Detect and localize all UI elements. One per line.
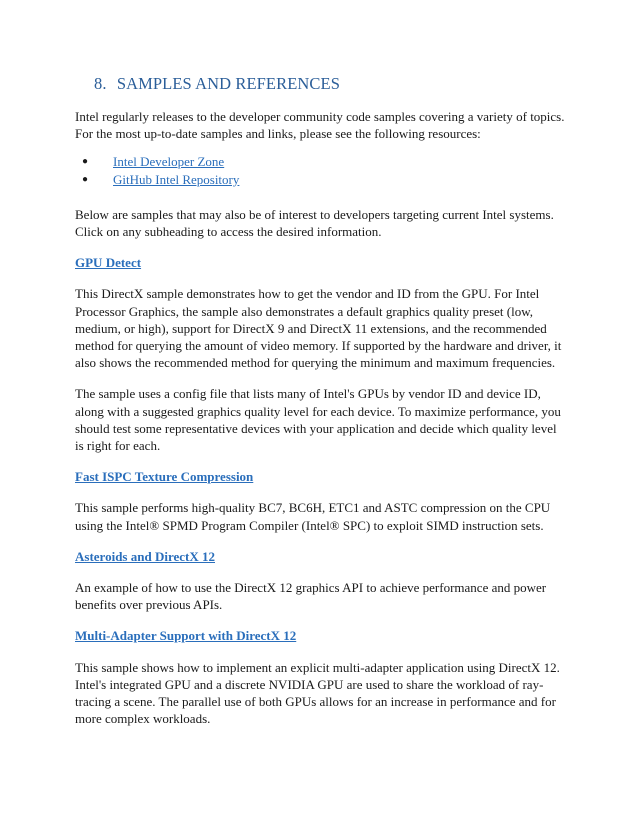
resource-item xyxy=(75,171,565,188)
asteroids-directx12-link[interactable]: Asteroids and DirectX 12 xyxy=(75,548,215,564)
section-number: 8. xyxy=(94,74,107,93)
section-heading xyxy=(75,74,565,94)
resource-item xyxy=(75,153,565,170)
section-title: SAMPLES AND REFERENCES xyxy=(116,74,340,93)
multi-adapter-paragraph: This sample shows how to implement an explicit multi-adapter application using DirectX 12. Intel's integrated GPU and a discrete NVIDIA GPU are used to share the workload of ray-tracing a scene. The parallel use of both GPUs allows for an increase in performance and for more complex workloads. xyxy=(75,659,560,727)
ispc-paragraph: This sample performs high-quality BC7, BC6H, ETC1 and ASTC compression on the CPU using the Intel® SPMD Program Compiler (Intel® SPC) to exploit SIMD instruction sets. xyxy=(75,500,551,533)
bullet-icon: ● xyxy=(82,156,89,168)
below-paragraph: Below are samples that may also be of interest to developers targeting current Intel systems. Click on any subheading to access the desired information. xyxy=(75,206,554,240)
bullet-icon: ● xyxy=(82,173,89,185)
ispc-texture-compression-link[interactable]: Fast ISPC Texture Compression xyxy=(75,469,254,485)
page-content xyxy=(75,74,565,741)
github-intel-repository-link[interactable]: GitHub Intel Repository xyxy=(113,171,240,187)
intro-paragraph: Intel regularly releases to the developer community code samples covering a variety of topics. For the most up-to-date samples and links, please see the following resources: xyxy=(75,109,565,142)
resource-list xyxy=(75,153,565,187)
intel-developer-zone-link[interactable]: Intel Developer Zone xyxy=(113,154,225,170)
gpu-detect-paragraph-2: The sample uses a config file that lists many of Intel's GPUs by vendor ID and device ID, along with a suggested graphics quality level for each device. To maximize performance, you should test some representative devices with your application and decide which quality level is right for each. xyxy=(75,386,561,454)
multi-adapter-link[interactable]: Multi-Adapter Support with DirectX 12 xyxy=(75,628,297,644)
gpu-detect-paragraph-1: This DirectX sample demonstrates how to get the vendor and ID from the GPU. For Intel Processor Graphics, the sample also demonstrates a default graphics quality preset (low, medium, or high), support for DirectX 9 and DirectX 11 extensions, and the recommended method for querying the amount of video memory. If supported by the hardware and driver, it also shows the recommended method for querying the minimum and maximum frequencies. xyxy=(75,286,562,371)
gpu-detect-link[interactable]: GPU Detect xyxy=(75,255,142,271)
asteroids-paragraph: An example of how to use the DirectX 12 graphics API to achieve performance and power benefits over previous APIs. xyxy=(75,580,547,613)
